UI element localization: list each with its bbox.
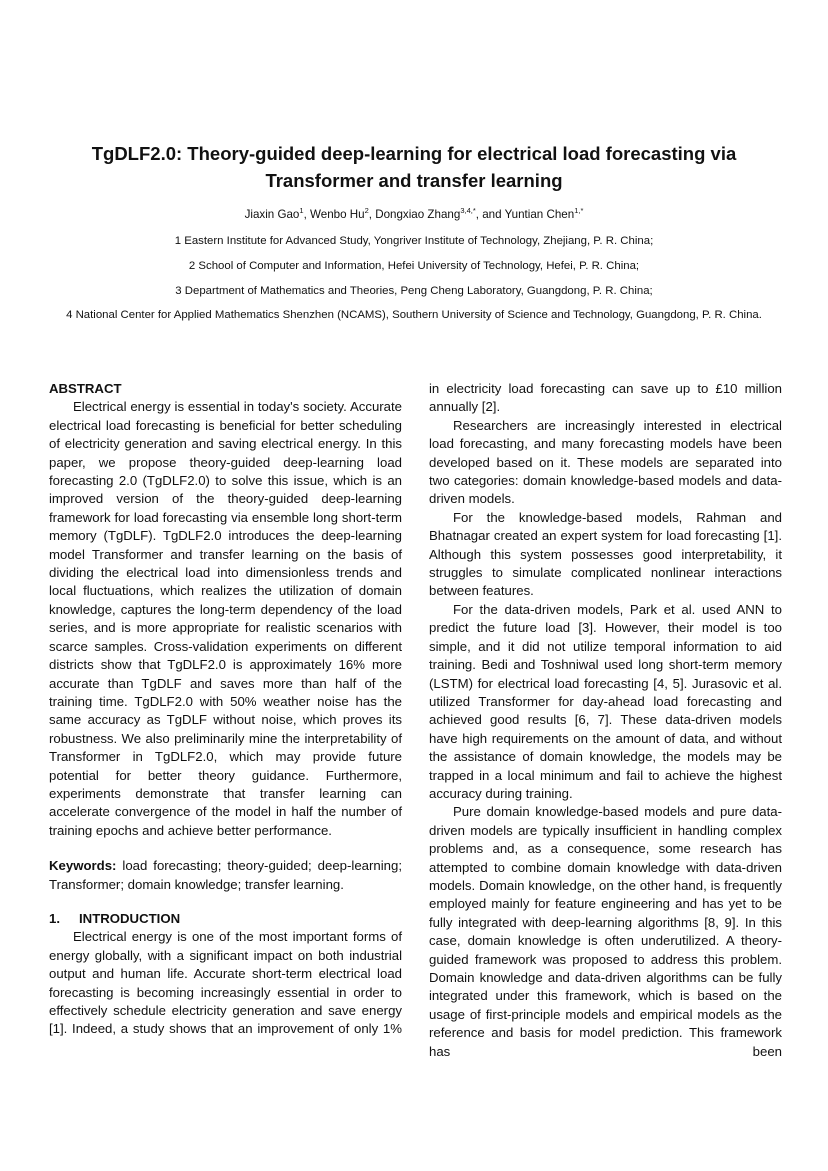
left-column: [49, 380, 402, 1039]
paper-title: TgDLF2.0: Theory-guided deep-learning for electrical load forecasting via Transformer and transfer learning: [91, 143, 737, 191]
author-name: Yuntian Chen: [504, 208, 575, 221]
spacer: [49, 840, 402, 857]
author-separator: ,: [303, 208, 311, 221]
author-name: Dongxiao Zhang: [375, 208, 461, 221]
author-name: Wenbo Hu: [310, 208, 365, 221]
affiliation: 3 Department of Mathematics and Theories, Peng Cheng Laboratory, Guangdong, P. R. China;: [175, 285, 653, 297]
spacer: [49, 894, 402, 910]
paragraph-continued: in electricity load forecasting can save up to £10 million annually [2].: [429, 381, 782, 415]
affiliation: 4 National Center for Applied Mathematics Shenzhen (NCAMS), Southern University of Science and Technology, Guangdong, P. R. China.: [66, 309, 762, 321]
keywords: [49, 857, 402, 894]
author-affiliation-marker: 2: [364, 206, 369, 216]
right-column: [429, 380, 782, 1061]
author-affiliation-marker: 3,4,*: [460, 206, 476, 216]
author-affiliation-marker: 1,*: [574, 206, 584, 216]
affiliation: 2 School of Computer and Information, Hefei University of Technology, Hefei, P. R. China;: [188, 260, 640, 272]
keywords-text: load forecasting; theory-guided; deep-learning; Transformer; domain knowledge; transfer learning.: [49, 858, 402, 892]
abstract-text: Electrical energy is essential in today's society. Accurate electrical load forecasting is beneficial for better scheduling of electricity generation and saving electrical energy. In this paper, we propose theory-guided deep-learning load forecasting 2.0 (TgDLF2.0) to solve this issue, which is an improved version of the theory-guided deep-learning framework for load forecasting via ensemble long short-term memory (TgDLF). TgDLF2.0 introduces the deep-learning model Transformer and transfer learning on the basis of dividing the electrical load into dimensionless trends and local fluctuations, which realizes the utilization of domain knowledge, captures the long-term dependency of the load series, and is more appropriate for realistic scenarios with scarce samples. Cross-validation experiments on different districts show that TgDLF2.0 is approximately 16% more accurate than TgDLF and saves more than half of the training time. TgDLF2.0 with 50% weather noise has the same accuracy as TgDLF without noise, which proves its robustness. We also preliminarily mine the interpretability of Transformer in TgDLF2.0, which may provide future potential for better theory guidance. Furthermore, experiments demonstrate that transfer learning can accelerate convergence of the model in half the number of training epochs and achieve better performance.: [49, 399, 402, 838]
paragraph: For the knowledge-based models, Rahman and Bhatnagar created an expert system for load forecasting [1]. Although this system possesses good interpretability, it struggles to simulate complicated nonlinear interactions between features.: [429, 509, 782, 599]
keywords-label: Keywords:: [49, 858, 117, 874]
abstract-heading: ABSTRACT: [49, 381, 122, 396]
author-list: [60, 207, 768, 223]
paragraph: Electrical energy is one of the most important forms of energy globally, with a significant impact on both industrial output and human life. Accurate short-term electrical load forecasting is becoming increasingly essential in order to effectively schedule electricity generation and save energy [1]. Indeed, a study shows that an improvement of only 1%: [49, 929, 402, 1037]
author-affiliation-marker: 1: [299, 206, 304, 216]
author-name: Jiaxin Gao: [244, 208, 300, 221]
section-title: INTRODUCTION: [79, 910, 181, 926]
author-separator: , and: [475, 208, 505, 221]
section-number: 1.: [49, 910, 60, 926]
paragraph: For the data-driven models, Park et al. used ANN to predict the future load [3]. However, their model is too simple, and it did not utilize temporal information to aid training. Bedi and Toshniwal used long short-term memory (LSTM) for electrical load forecasting [4, 5]. Jurasovic et al. utilized Transformer for day-ahead load forecasting and achieved good results [6, 7]. These data-driven models have high requirements on the amount of data, and without the assistance of domain knowledge, the models may be trapped in a local minimum and fail to achieve the highest accuracy during training.: [429, 601, 782, 801]
section-heading-introduction: [49, 910, 402, 928]
paragraph: Pure domain knowledge-based models and pure data-driven models are typically insufficient in handling complex problems and, as a consequence, some research has attempted to combine domain knowledge with data-driven models. Domain knowledge, on the other hand, is frequently employed mainly for feature engineering and has yet to be fully integrated with deep-learning algorithms [8, 9]. In this case, domain knowledge is often underutilized. A theory-guided framework was proposed to address this problem. Domain knowledge and data-driven algorithms can be fully integrated under this framework, which is based on the usage of first-principle models and empirical models as the reference and basis for model prediction. This framework has been: [429, 804, 782, 1059]
affiliation: 1 Eastern Institute for Advanced Study, Yongriver Institute of Technology, Zhejiang, P. R. China;: [174, 235, 654, 247]
paragraph: Researchers are increasingly interested in electrical load forecasting, and many forecasting models have been developed based on it. These models are separated into two categories: domain knowledge-based models and data-driven models.: [429, 417, 782, 507]
author-separator: ,: [368, 208, 376, 221]
